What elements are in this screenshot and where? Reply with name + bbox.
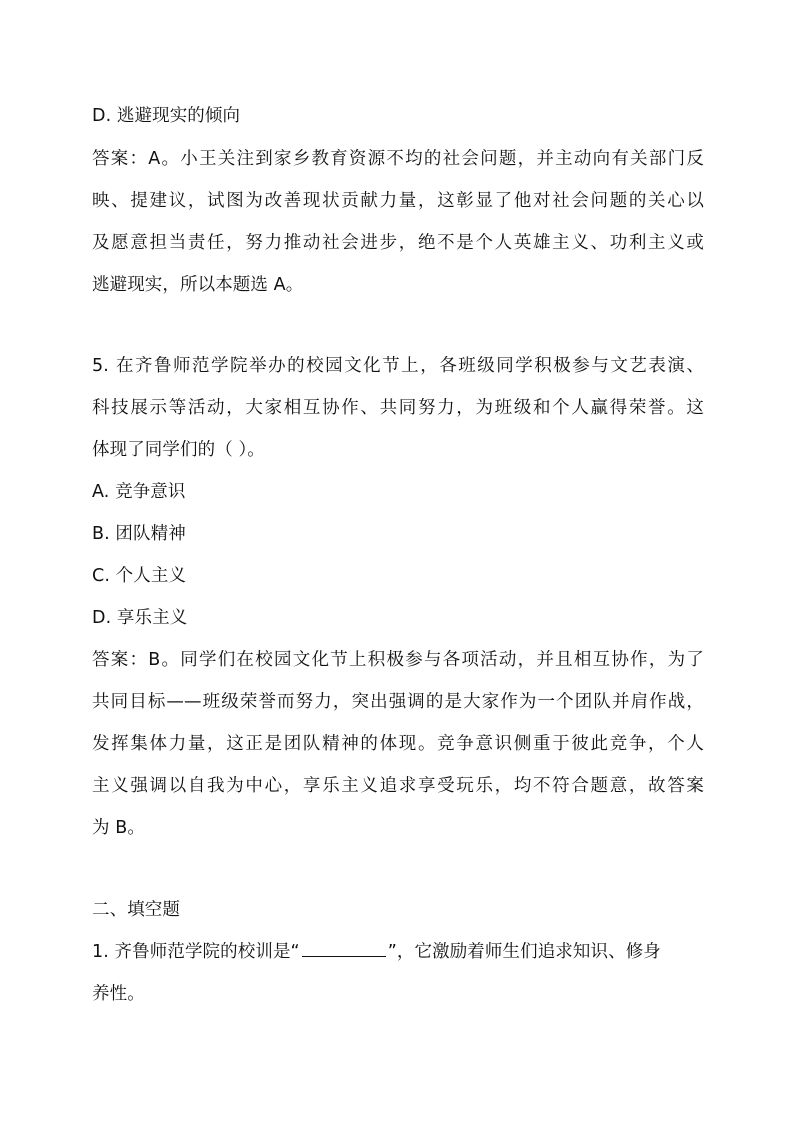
q5-option-b: B. 团队精神 (92, 524, 186, 544)
fill-blank-q1-line-1 (92, 940, 661, 964)
q4-answer-line-2: 映、提建议，试图为改善现状贡献力量，这彰显了他对社会问题的关心以 (92, 191, 704, 211)
fill-blank-q1-line-2: 养性。 (92, 984, 145, 1004)
q5-option-a: A. 竞争意识 (92, 482, 186, 502)
q5-answer-line-5: 为 B。 (92, 818, 145, 838)
fill-blank-q1-prefix: 1. 齐鲁师范学院的校训是“ (92, 942, 300, 962)
q5-stem-line-1: 5. 在齐鲁师范学院举办的校园文化节上，各班级同学积极参与文艺表演、 (92, 356, 704, 376)
fill-blank-q1-suffix: ”，它激励着师生们追求知识、修身 (387, 942, 661, 962)
q5-answer-line-4: 主义强调以自我为中心，享乐主义追求享受玩乐，均不符合题意，故答案 (92, 776, 704, 796)
q5-option-d: D. 享乐主义 (92, 608, 188, 628)
q5-option-c: C. 个人主义 (92, 566, 187, 586)
q4-answer-line-3: 及愿意担当责任，努力推动社会进步，绝不是个人英雄主义、功利主义或 (92, 233, 704, 253)
answer-blank[interactable] (302, 940, 386, 957)
q4-answer-line-4: 逃避现实，所以本题选 A。 (92, 275, 304, 295)
q4-option-d: D. 逃避现实的倾向 (92, 106, 241, 126)
q5-stem-line-2: 科技展示等活动，大家相互协作、共同努力，为班级和个人赢得荣誉。这 (92, 398, 704, 418)
q5-stem-line-3: 体现了同学们的（ ）。 (92, 440, 265, 460)
q5-answer-line-3: 发挥集体力量，这正是团队精神的体现。竞争意识侧重于彼此竞争，个人 (92, 734, 704, 754)
q5-answer-line-2: 共同目标——班级荣誉而努力，突出强调的是大家作为一个团队并肩作战， (92, 692, 704, 712)
q4-answer-line-1: 答案：A。小王关注到家乡教育资源不均的社会问题，并主动向有关部门反 (92, 149, 704, 169)
section-title: 二、填空题 (92, 900, 180, 920)
q5-answer-line-1: 答案：B。同学们在校园文化节上积极参与各项活动，并且相互协作，为了 (92, 650, 704, 670)
